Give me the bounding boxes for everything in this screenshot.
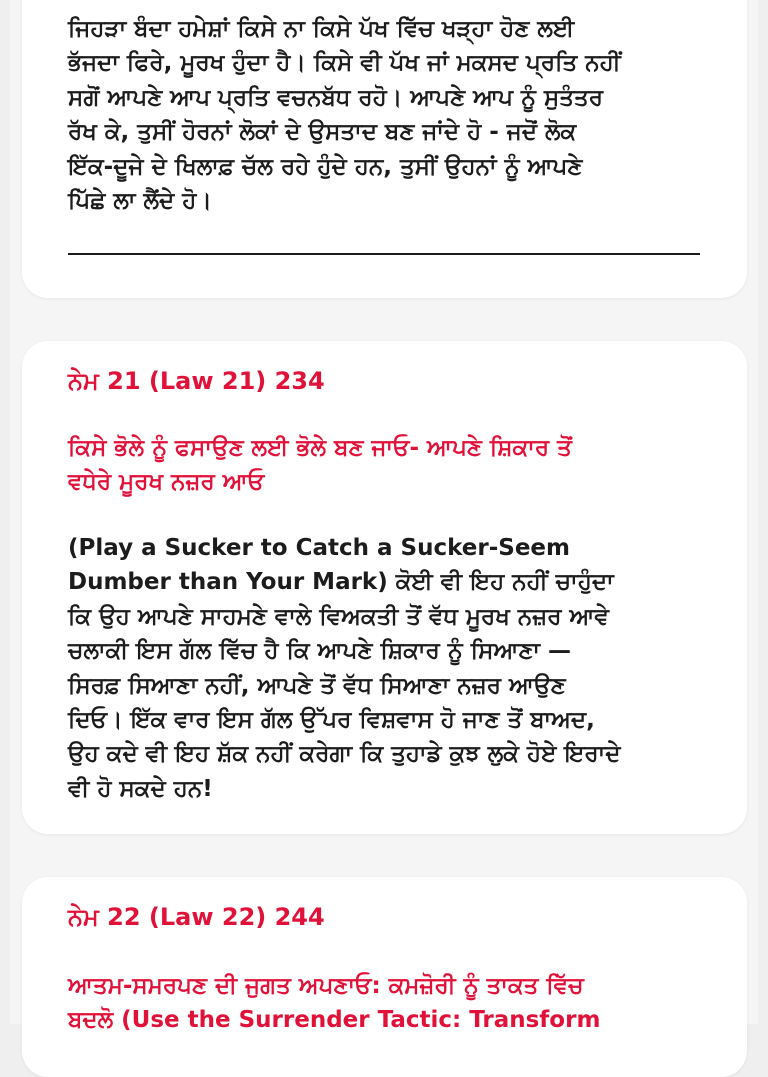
law-title: ਆਤਮ-ਸਮਰਪਣ ਦੀ ਜੁਗਤ ਅਪਣਾਓ: ਕਮਜ਼ੋਰੀ ਨੂੰ ਤਾਕਤ ਵਿੱਚ ਬਦਲੋ (Use the Surrender Tactic: Transform <box>68 973 601 1034</box>
law-card-22 <box>22 877 747 1077</box>
law-heading: ਨੇਮ 22 (Law 22) 244 <box>68 903 325 931</box>
section-divider <box>68 253 700 255</box>
law-card-21 <box>22 341 747 834</box>
law-title: ਕਿਸੇ ਭੋਲੇ ਨੂੰ ਫਸਾਉਣ ਲਈ ਭੋਲੇ ਬਣ ਜਾਓ- ਆਪਣੇ ਸ਼ਿਕਾਰ ਤੋਂ ਵਧੇਰੇ ਮੂਰਖ ਨਜ਼ਰ ਆਓ <box>68 435 572 496</box>
law-heading: ਨੇਮ 21 (Law 21) 234 <box>68 367 325 395</box>
law-body-text: (Play a Sucker to Catch a Sucker-Seem Dumber than Your Mark) ਕੋਈ ਵੀ ਇਹ ਨਹੀਂ ਚਾਹੁੰਦਾ ਕਿ ਉਹ ਆਪਣੇ ਸਾਹਮਣੇ ਵਾਲੇ ਵਿਅਕਤੀ ਤੋਂ ਵੱਧ ਮੂਰਖ ਨਜ਼ਰ ਆਵੇ ਚਲਾਕੀ ਇਸ ਗੱਲ ਵਿੱਚ ਹੈ ਕਿ ਆਪਣੇ ਸ਼ਿਕਾਰ ਨੂੰ ਸਿਆਣਾ — ਸਿਰਫ਼ ਸਿਆਣਾ ਨਹੀਂ, ਆਪਣੇ ਤੋਂ ਵੱਧ ਸਿਆਣਾ ਨਜ਼ਰ ਆਉਣ ਦਿਓ। ਇੱਕ ਵਾਰ ਇਸ ਗੱਲ ਉੱਪਰ ਵਿਸ਼ਵਾਸ ਹੋ ਜਾਣ ਤੋਂ ਬਾਅਦ, ਉਹ ਕਦੇ ਵੀ ਇਹ ਸ਼ੱਕ ਨਹੀਂ ਕਰੇਗਾ ਕਿ ਤੁਹਾਡੇ ਕੁਝ ਲੁਕੇ ਹੋਏ ਇਰਾਦੇ ਵੀ ਹੋ ਸਕਦੇ ਹਨ! <box>68 535 621 802</box>
law-card-20-end <box>22 0 747 298</box>
law-body-text: ਜਿਹੜਾ ਬੰਦਾ ਹਮੇਸ਼ਾਂ ਕਿਸੇ ਨਾ ਕਿਸੇ ਪੱਖ ਵਿੱਚ ਖੜ੍ਹਾ ਹੋਣ ਲਈ ਭੱਜਦਾ ਫਿਰੇ, ਮੂਰਖ ਹੁੰਦਾ ਹੈ। ਕਿਸੇ ਵੀ ਪੱਖ ਜਾਂ ਮਕਸਦ ਪ੍ਰਤਿ ਨਹੀਂ ਸਗੋਂ ਆਪਣੇ ਆਪ ਪ੍ਰਤਿ ਵਚਨਬੱਧ ਰਹੋ। ਆਪਣੇ ਆਪ ਨੂੰ ਸੁਤੰਤਰ ਰੱਖ ਕੇ, ਤੁਸੀਂ ਹੋਰਨਾਂ ਲੋਕਾਂ ਦੇ ਉਸਤਾਦ ਬਣ ਜਾਂਦੇ ਹੋ - ਜਦੋਂ ਲੋਕ ਇੱਕ-ਦੂਜੇ ਦੇ ਖਿਲਾਫ਼ ਚੱਲ ਰਹੇ ਹੁੰਦੇ ਹਨ, ਤੁਸੀਂ ਉਹਨਾਂ ਨੂੰ ਆਪਣੇ ਪਿੱਛੇ ਲਾ ਲੈਂਦੇ ਹੋ। <box>68 16 621 215</box>
